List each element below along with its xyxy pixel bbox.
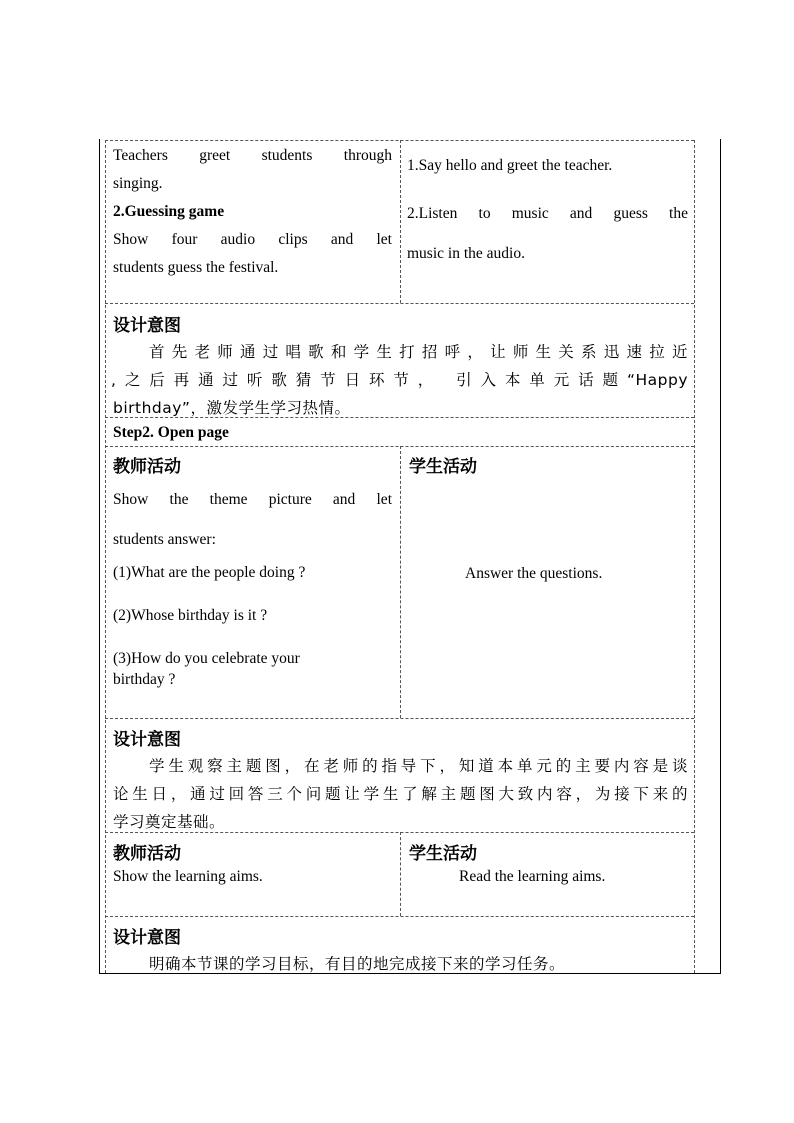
design-intent-text: birthday”，激发学生学习热情。 [113,399,351,417]
activity-title: 2.Guessing game [113,203,225,220]
row-divider [105,916,694,917]
design-intent-text: 论生日，通过回答三个问题让学生了解主题图大致内容，为接下来的 [113,785,688,803]
row-divider [105,718,694,719]
design-intent-text: 学习奠定基础。 [113,813,226,831]
student-activity-text: 2.Listen to music and guess the [407,205,688,222]
row-divider [105,303,694,304]
student-activity-text: 1.Say hello and greet the teacher. [407,157,613,174]
student-activity-text: music in the audio. [407,245,525,262]
student-activity-text: Read the learning aims. [459,868,606,885]
student-activity-heading: 学生活动 [409,457,477,477]
teacher-activity-text: Show the theme picture and let [113,491,392,508]
teacher-activity-text: students answer: [113,531,216,548]
student-activity-text: Answer the questions. [465,565,603,582]
design-intent-text: 首先老师通过唱歌和学生打招呼，让师生关系迅速拉近 [149,343,688,361]
design-intent-heading: 设计意图 [113,928,181,948]
design-intent-text: ,之后再通过听歌猜节日环节， 引入本单元话题“Happy [111,371,688,389]
teacher-activity-text: Show four audio clips and let [113,231,392,248]
design-intent-heading: 设计意图 [113,730,181,750]
design-intent-text: 学生观察主题图，在老师的指导下，知道本单元的主要内容是谈 [149,757,688,775]
table-outer-left-border [99,139,100,973]
inner-right-border [694,140,695,973]
inner-left-border [105,140,106,973]
teacher-activity-heading: 教师活动 [113,844,181,864]
design-intent-heading: 设计意图 [113,316,181,336]
question-text: (3)How do you celebrate your [113,650,300,667]
teacher-activity-text: students guess the festival. [113,259,279,276]
teacher-activity-text: Teachers greet students through [113,147,392,164]
question-text: (2)Whose birthday is it ? [113,607,268,624]
column-divider [400,140,401,303]
column-divider [400,832,401,916]
student-activity-heading: 学生活动 [409,844,477,864]
question-text: birthday ? [113,671,176,688]
teacher-activity-heading: 教师活动 [113,457,181,477]
teacher-activity-text: singing. [113,175,163,192]
column-divider [400,446,401,718]
question-text: (1)What are the people doing ? [113,564,306,581]
table-outer-right-border [720,139,721,973]
teacher-activity-text: Show the learning aims. [113,868,263,885]
step-title: Step2. Open page [113,424,229,441]
design-intent-text: 明确本节课的学习目标，有目的地完成接下来的学习任务。 [149,955,566,973]
